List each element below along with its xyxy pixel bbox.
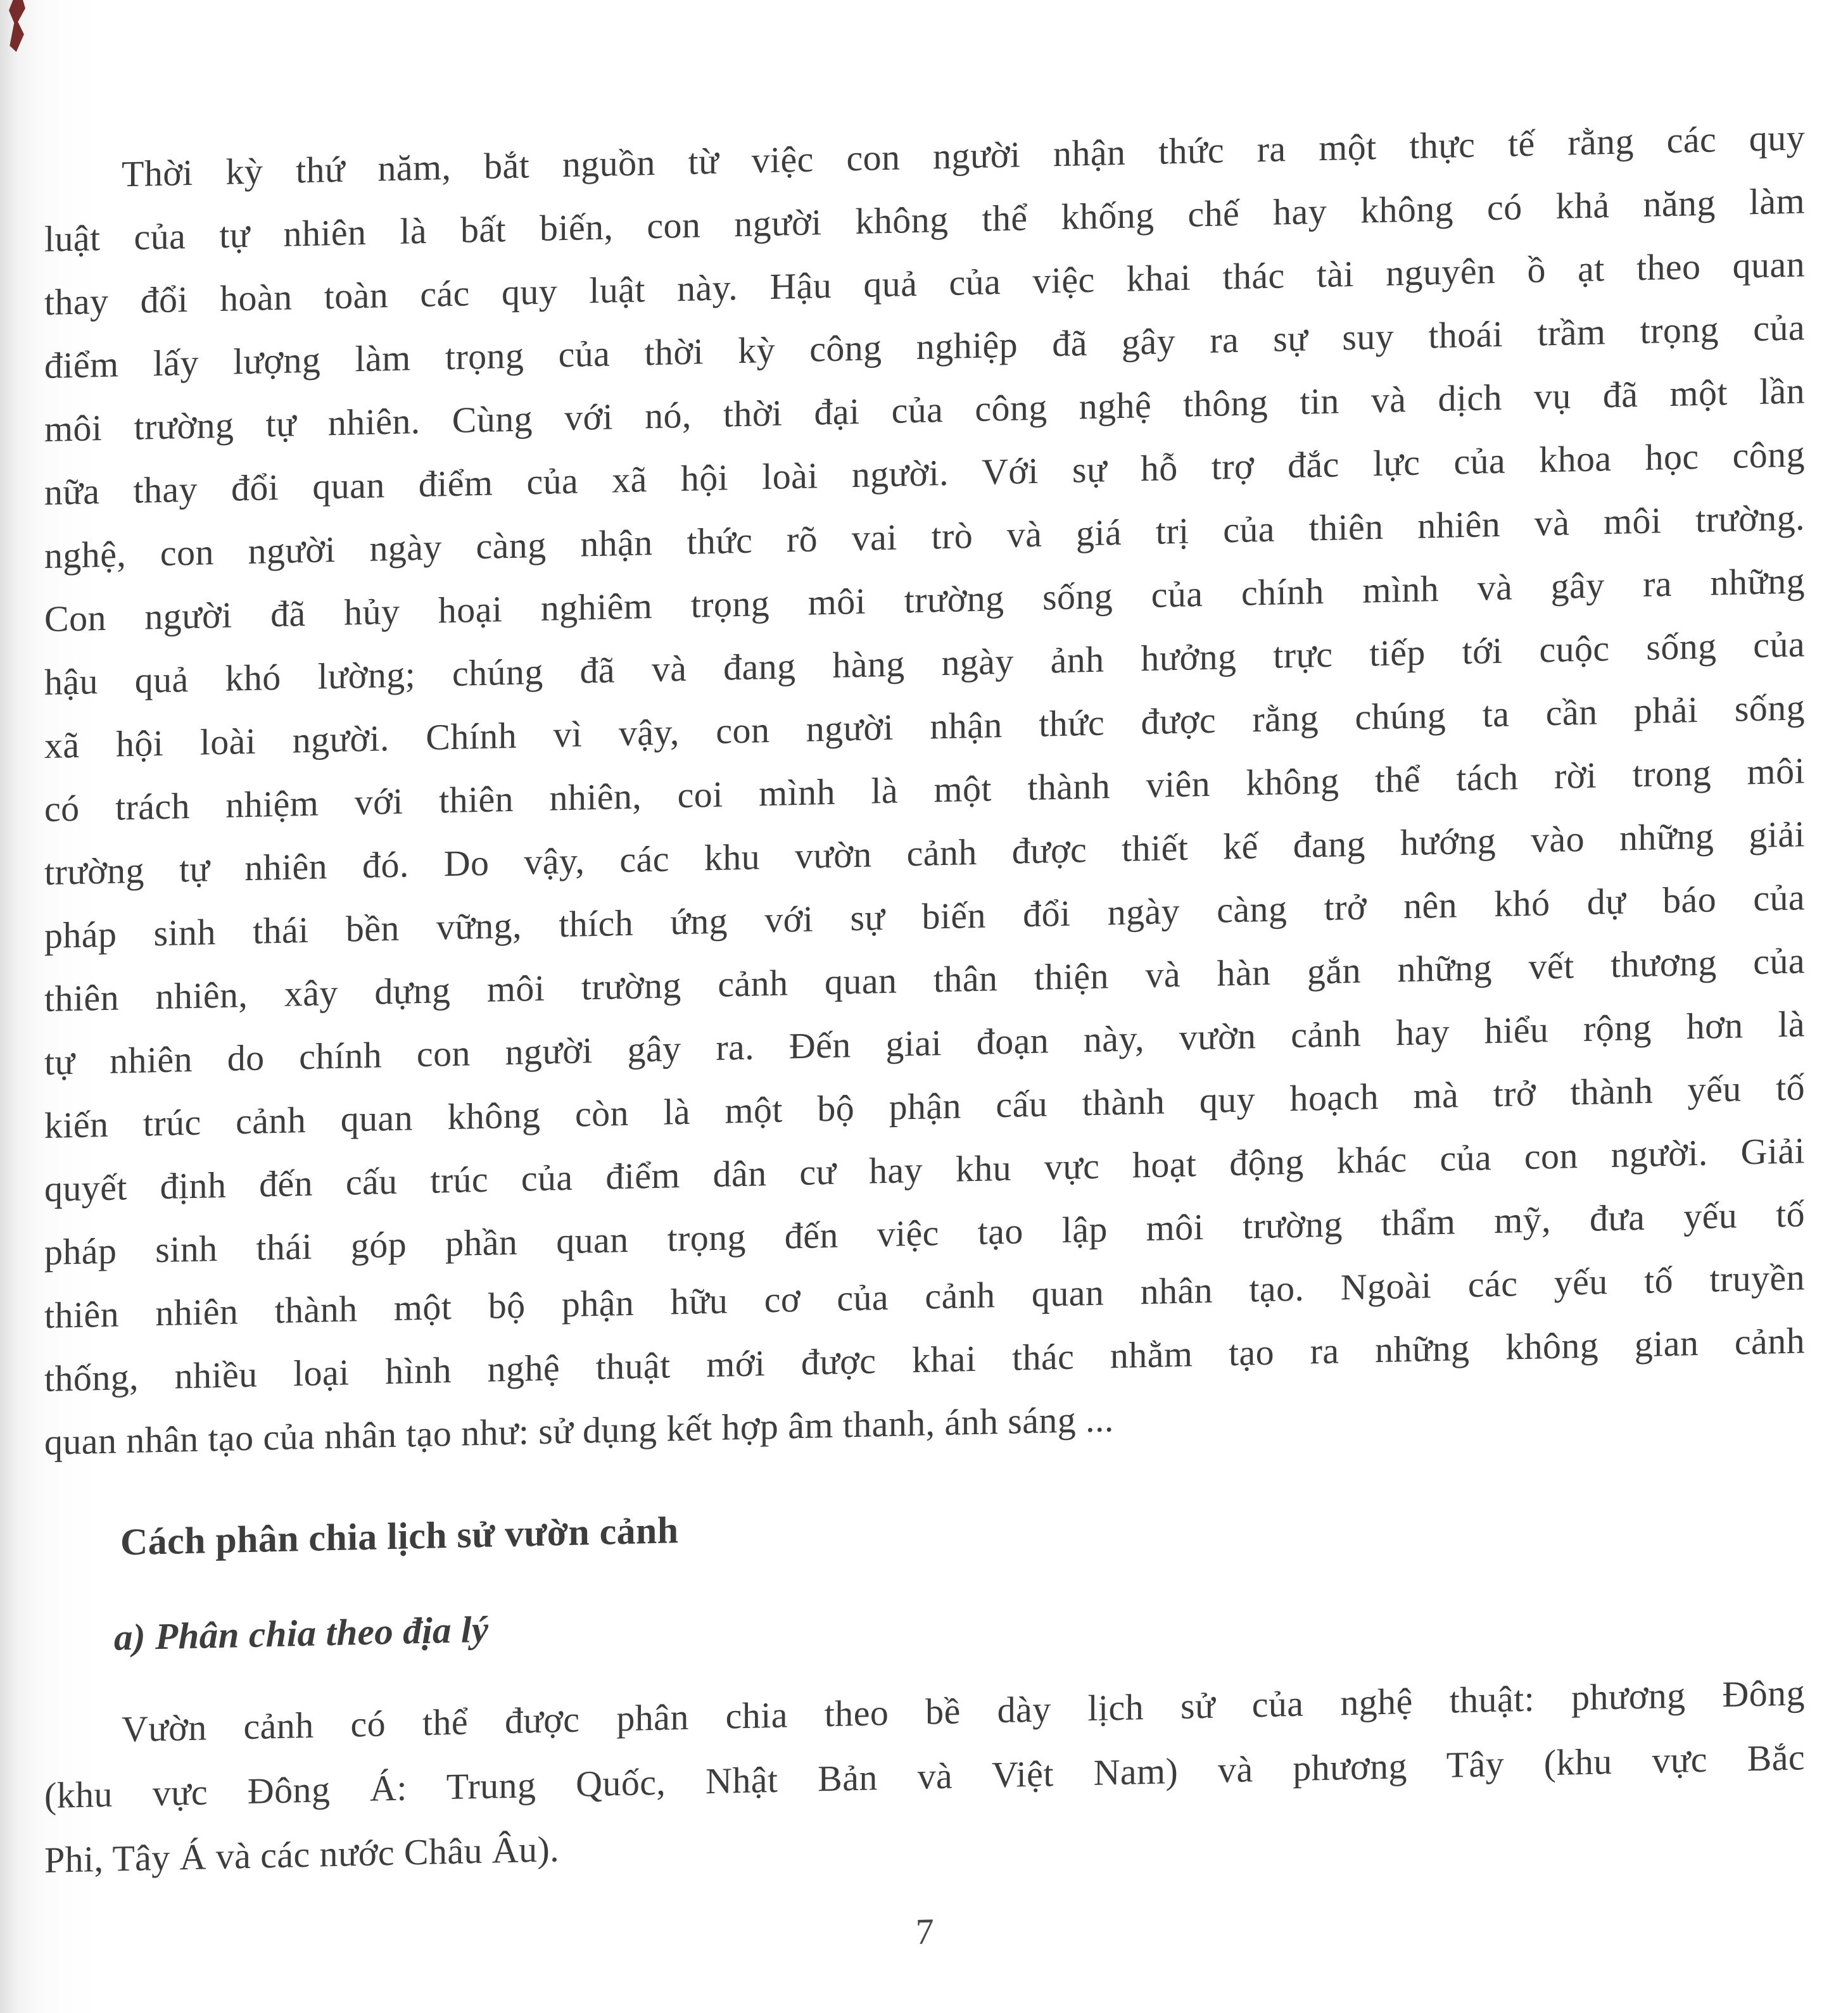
paragraph-history-period-five (44, 106, 1805, 1474)
text-line: tự nhiên do chính con người gây ra. Đến giai đoạn này, vườn cảnh hay hiểu rộng hơn là (44, 1003, 1805, 1083)
text-line: thống, nhiều loại hình nghệ thuật mới được khai thác nhằm tạo ra những không gian cảnh (44, 1320, 1805, 1399)
text-line: luật của tự nhiên là bất biến, con người không thể khống chế hay không có khả năng làm (44, 180, 1805, 260)
text-line: có trách nhiệm với thiên nhiên, coi mình là một thành viên không thể tách rời trong môi (44, 750, 1805, 830)
text-line: nghệ, con người ngày càng nhận thức rõ vai trò và giá trị của thiên nhiên và môi trường. (44, 496, 1805, 576)
text-line: Thời kỳ thứ năm, bắt nguồn từ việc con người nhận thức ra một thực tế rằng các quy (122, 117, 1805, 195)
text-line: thiên nhiên thành một bộ phận hữu cơ của cảnh quan nhân tạo. Ngoài các yếu tố truyền (44, 1256, 1805, 1336)
text-line: thay đổi hoàn toàn các quy luật này. Hậu quả của việc khai thác tài nguyên ồ ạt theo quan (44, 243, 1805, 323)
text-line: kiến trúc cảnh quan không còn là một bộ phận cấu thành quy hoạch mà trở thành yếu tố (44, 1066, 1805, 1146)
text-line: (khu vực Đông Á: Trung Quốc, Nhật Bản và Việt Nam) và phương Tây (khu vực Bắc (44, 1736, 1805, 1816)
text-line: pháp sinh thái góp phần quan trọng đến việc tạo lập môi trường thẩm mỹ, đưa yếu tố (44, 1193, 1805, 1273)
text-line: Vườn cảnh có thể được phân chia theo bề dày lịch sử của nghệ thuật: phương Đông (122, 1672, 1805, 1750)
text-line: xã hội loài người. Chính vì vậy, con người nhận thức được rằng chúng ta cần phải sống (44, 686, 1805, 766)
section-heading: Cách phân chia lịch sử vườn cảnh (120, 1509, 679, 1563)
text-line: trường tự nhiên đó. Do vậy, các khu vườn cảnh được thiết kế đang hướng vào những giải (44, 813, 1805, 893)
text-line: hậu quả khó lường; chúng đã và đang hàng ngày ảnh hưởng trực tiếp tới cuộc sống của (44, 623, 1805, 703)
page-text-block (44, 106, 1805, 1983)
scan-artifact-mark (9, 0, 25, 52)
text-line: điểm lấy lượng làm trọng của thời kỳ công nghiệp đã gây ra sự suy thoái trầm trọng của (44, 306, 1805, 386)
text-line: môi trường tự nhiên. Cùng với nó, thời đại của công nghệ thông tin và dịch vụ đã một lần (44, 370, 1805, 450)
text-line: Phi, Tây Á và các nước Châu Âu). (44, 1828, 560, 1881)
text-line: thiên nhiên, xây dựng môi trường cảnh quan thân thiện và hàn gắn những vết thương của (44, 940, 1805, 1019)
text-line: pháp sinh thái bền vững, thích ứng với sự biến đổi ngày càng trở nên khó dự báo của (44, 876, 1805, 956)
text-line: quyết định đến cấu trúc của điểm dân cư hay khu vực hoạt động khác của con người. Giải (44, 1130, 1805, 1209)
page-number: 7 (915, 1910, 934, 1952)
text-line: nữa thay đổi quan điểm của xã hội loài người. Với sự hỗ trợ đắc lực của khoa học công (44, 433, 1805, 513)
text-line: quan nhân tạo của nhân tạo như: sử dụng kết hợp âm thanh, ánh sáng ... (44, 1398, 1114, 1463)
paragraph-geographic-division (44, 1660, 1805, 1893)
text-line: Con người đã hủy hoại nghiêm trọng môi trường sống của chính mình và gây ra những (44, 560, 1805, 640)
subsection-heading: a) Phân chia theo địa lý (114, 1608, 489, 1658)
